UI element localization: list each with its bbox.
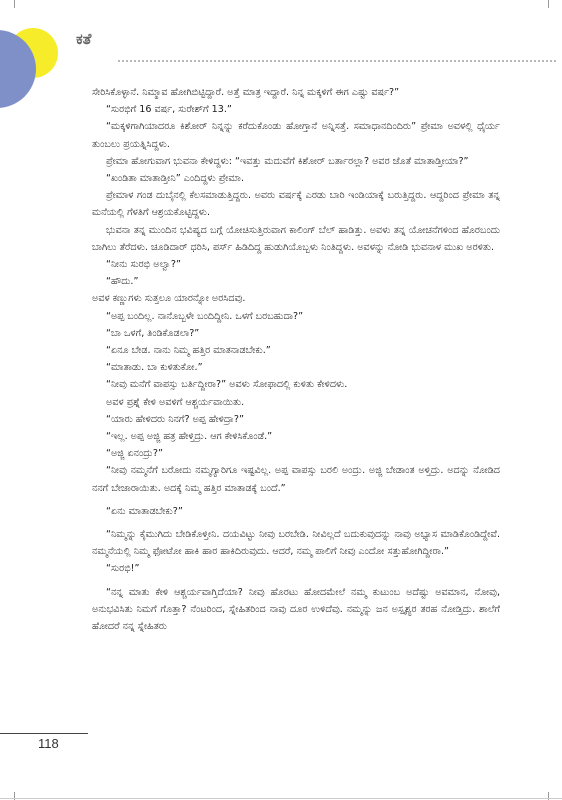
paragraph: ಭುವನಾ ತನ್ನ ಮುಂದಿನ ಭವಿಷ್ಯದ ಬಗ್ಗೆ ಯೋಚಿಸುತ್ತಿರುವಾಗ ಕಾಲಿಂಗ್ ಬೆಲ್ ಹಾಡಿತ್ತು. ಅವಳು ತನ್ನ ಯೋಚನೆಗಳಿಂದ ಹೊರಬಂದು ಬಾಗಿಲು ತೆರೆದಳು. ಚೂಡಿದಾರ್ ಧರಿಸಿ, ಪರ್ಸ್ ಹಿಡಿದಿದ್ದ ಹುಡುಗಿಯೊಬ್ಬಳು ನಿಂತಿದ್ದಳು. ಅವಳನ್ನು ನೋಡಿ ಭುವನಾಳ ಮುಖ ಅರಳಿತು. [92,224,500,253]
paragraph: ಪ್ರೇಮಾ ಹೋಗುವಾಗ ಭುವನಾ ಕೇಳಿದ್ದಳು: “ಇವತ್ತು ಮದುವೆಗೆ ಕಿಶೋರ್ ಬರ್ತಾರಲ್ಲಾ? ಅವರ ಜೊತೆ ಮಾತಾಡ್ತೀಯಾ?” [106,155,469,167]
paragraph: “ಮಾತಾಡು. ಬಾ ಕುಳಿತುಕೋ.” [106,362,203,374]
paragraph: “ಹೌದು.” [106,276,139,288]
header-dotted-rule [118,60,556,62]
paragraph: “ಸುರಭಿ!” [106,563,140,575]
paragraph: “ನೀನು ಸುರಭಿ ಅಲ್ವಾ?” [106,259,181,271]
paragraph: “ಅಪ್ಪ ಬಂದಿಲ್ಲ. ನಾನೊಬ್ಬಳೇ ಬಂದಿದ್ದೀನಿ. ಒಳಗೆ ಬರಬಹುದಾ?” [106,310,304,322]
paragraph: “ಸುರಭಿಗೆ 16 ವರ್ಷ, ಸುರೇಶ್‌ಗೆ 13.” [106,104,232,116]
paragraph: “ಖಂಡಿತಾ ಮಾತಾಡ್ತೀನಿ” ಎಂದಿದ್ದಳು ಪ್ರೇಮಾ. [106,173,244,185]
paragraph: “ಬಾ ಒಳಗೆ, ತಿಂಡಿಕೊಡಲಾ?” [106,327,200,339]
paragraph: “ಯಾರು ಹೇಳಿದರು ನಿನಗೆ? ಅಪ್ಪ ಹೇಳಿದ್ರಾ?” [106,413,244,425]
paragraph: “ನನ್ನ ಮಾತು ಕೇಳಿ ಆಶ್ಚರ್ಯವಾಗ್ತಿದೆಯಾ? ನೀವು ಹೊರಟು ಹೋದಮೇಲೆ ನಮ್ಮ ಕುಟುಂಬ ಅದೆಷ್ಟು ಅವಮಾನ, ನೋವು, ಅನುಭವಿಸಿತು ನಿಮಗೆ ಗೊತ್ತಾ? ನೆಂಟರಿಂದ, ಸ್ನೇಹಿತರಿಂದ ನಾವು ದೂರ ಉಳಿದೆವು. ನಮ್ಮನ್ನು ಜನ ಅಸ್ಪೃಶ್ಯರ ತರಹ ನೋಡ್ತಿದ್ರು. ಶಾಲೆಗೆ ಹೋದರೆ ನನ್ನ ಸ್ನೇಹಿತರು [92,586,500,633]
page-number: 118 [38,736,59,751]
paragraph: “ಅಜ್ಜಿ ಏನಂದ್ರು?” [106,448,163,460]
paragraph: “ಮಕ್ಕಳಿಗಾಗಿಯಾದರೂ ಕಿಶೋರ್ ನಿನ್ನನ್ನು ಕರೆದುಕೊಂಡು ಹೋಗ್ತಾನೆ ಅನ್ನಿಸತ್ತೆ. ಸಮಾಧಾನದಿಂದಿರು” ಪ್ರೇಮಾ ಅವಳಲ್ಲಿ ಧೈರ್ಯ ತುಂಬಲು ಪ್ರಯತ್ನಿಸಿದ್ದಳು. [92,121,500,150]
paragraph: “ಏನೂ ಬೇಡ. ನಾನು ನಿಮ್ಮ ಹತ್ತಿರ ಮಾತನಾಡಬೇಕು.” [106,345,271,357]
paragraph: ಪ್ರೇಮಾಳ ಗಂಡ ದುಬೈನಲ್ಲಿ ಕೆಲಸಮಾಡುತ್ತಿದ್ದರು. ಅವರು ವರ್ಷಕ್ಕೆ ಎರಡು ಬಾರಿ ಇಂಡಿಯಾಕ್ಕೆ ಬರುತ್ತಿದ್ದರು. ಆದ್ದರಿಂದ ಪ್ರೇಮಾ ತನ್ನ ಮನೆಯಲ್ಲಿ ಗೆಳತಿಗೆ ಆಶ್ರಯಕೊಟ್ಟಿದ್ದಳು. [92,190,500,219]
paragraph: ಅವಳ ಕಣ್ಣುಗಳು ಸುತ್ತಲೂ ಯಾರನ್ನೋ ಅರಸಿದವು. [92,293,246,305]
paragraph: “ಇಲ್ಲ. ಅಪ್ಪ ಅಜ್ಜಿ ಹತ್ರ ಹೇಳ್ತಿದ್ರು. ಆಗ ಕೇಳಿಸಿಕೊಂಡೆ.” [106,431,273,443]
paragraph: “ನಿಮ್ಮನ್ನು ಕೈಮುಗಿದು ಬೇಡಿಕೊಳ್ತೀನಿ. ದಯವಿಟ್ಟು ನೀವು ಬರಬೇಡಿ. ನೀವಿಲ್ಲದೆ ಬದುಕುವುದನ್ನು ನಾವು ಅಭ್ಯಾಸ ಮಾಡಿಕೊಂಡಿದ್ದೇವೆ. ನಮ್ಮನೆಯಲ್ಲಿ ನಿಮ್ಮ ಫೋಟೋ ಹಾಕಿ ಹಾರ ಹಾಕಿದಿರುವುದು. ಆದರೆ, ನಮ್ಮ ಪಾಲಿಗೆ ನೀವು ಎಂದೋ ಸತ್ತುಹೋಗಿದ್ದೀರಾ.” [92,529,500,558]
paragraph: “ನೀವು ನಮ್ಮನೆಗೆ ಬರೋದು ನಮ್ಮಗ್ಯಾರಿಗೂ ಇಷ್ಟವಿಲ್ಲ. ಅಪ್ಪ ವಾಪಸ್ಸು ಬರಲಿ ಅಂದ್ರು. ಅಜ್ಜಿ ಬೇಡಾಂತ ಅಳ್ತಿದ್ರು. ಅದನ್ನು ನೋಡಿದ ನನಗೆ ಬೇಜಾರಾಯಿತು. ಅದಕ್ಕೆ ನಿಮ್ಮ ಹತ್ತಿರ ಮಾತಾಡಕ್ಕೆ ಬಂದೆ.” [92,465,500,494]
crop-mark [14,0,15,8]
story-body [92,84,500,635]
crop-mark [548,0,549,8]
paragraph: “ನೀವು ಮನೆಗೆ ವಾಪಸ್ಸು ಬರ್ತಿದ್ದೀರಾ?” ಅವಳು ಸೋಫಾದಲ್ಲಿ ಕುಳಿತು ಕೇಳಿದಳು. [106,379,348,391]
paragraph: ಅವಳ ಪ್ರಶ್ನೆ ಕೇಳಿ ಅವಳಿಗೆ ಆಶ್ಚರ್ಯವಾಯಿತು. [106,396,245,408]
section-title: ಕತೆ [76,30,92,48]
paragraph: “ಏನು ಮಾತಾಡಬೇಕು?” [106,505,183,517]
paragraph: ಸೇರಿಸಿಕೊಳ್ಳಾನೆ. ನಿಮ್ಮಾವ ಹೋಗಿಬಿಟ್ಟಿದ್ದಾರೆ. ಅತ್ತೆ ಮಾತ್ರ ಇದ್ದಾರೆ. ನಿನ್ನ ಮಕ್ಕಳಿಗೆ ಈಗ ಎಷ್ಟು ವರ್ಷ?” [92,87,400,98]
footer-rule [0,733,88,734]
crop-mark [0,798,562,799]
